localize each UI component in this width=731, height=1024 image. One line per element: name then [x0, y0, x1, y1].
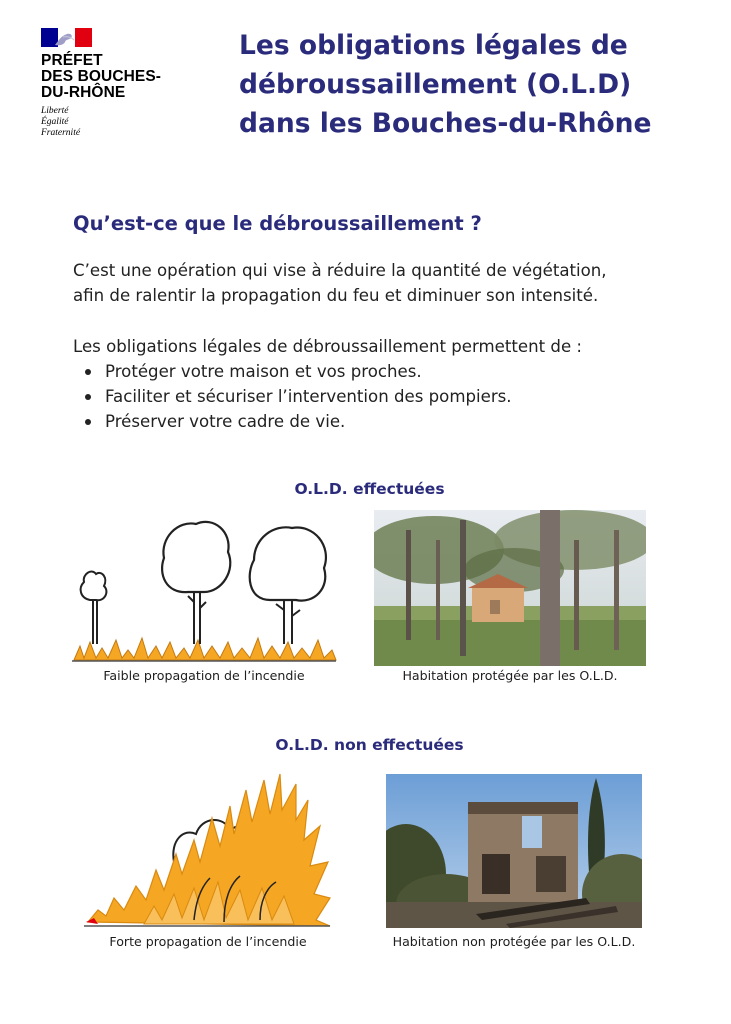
unprotected-house-caption: Habitation non protégée par les O.L.D. — [392, 934, 636, 949]
low-fire-illustration — [70, 512, 338, 664]
republic-motto — [41, 106, 201, 139]
marianne-logo-icon — [41, 28, 92, 47]
benefits-list — [73, 359, 582, 434]
page-title-line: débroussaillement (O.L.D) — [239, 69, 632, 100]
list-item: Préserver votre cadre de vie. — [73, 409, 582, 434]
list-item: Faciliter et sécuriser l’intervention des pompiers. — [73, 384, 582, 409]
done-heading: O.L.D. effectuées — [294, 480, 445, 498]
prefecture-name-line: PRÉFET — [41, 52, 103, 69]
page-title-line: Les obligations légales de — [239, 30, 628, 61]
protected-house-photo — [374, 510, 646, 666]
definition-line: C’est une opération qui vise à réduire la quantité de végétation, — [73, 261, 607, 280]
prefecture-logo — [41, 28, 201, 139]
prefecture-name-line: DES BOUCHES- — [41, 68, 162, 85]
list-item: Protéger votre maison et vos proches. — [73, 359, 582, 384]
benefits-block — [73, 334, 582, 434]
page-title — [239, 26, 719, 143]
not-done-heading: O.L.D. non effectuées — [275, 736, 464, 754]
definition-paragraph — [73, 258, 693, 308]
definition-line: afin de ralentir la propagation du feu et diminuer son intensité. — [73, 286, 599, 305]
motto-line: Fraternité — [41, 128, 81, 138]
low-fire-caption: Faible propagation de l’incendie — [103, 668, 305, 683]
motto-line: Égalité — [41, 117, 69, 127]
benefits-intro: Les obligations légales de débroussaillement permettent de : — [73, 337, 583, 356]
high-fire-caption: Forte propagation de l’incendie — [109, 934, 307, 949]
section-heading: Qu’est-ce que le débroussaillement ? — [73, 212, 482, 235]
page-title-line: dans les Bouches-du-Rhône — [239, 108, 652, 139]
protected-house-caption: Habitation protégée par les O.L.D. — [402, 668, 618, 683]
prefecture-name-line: DU-RHÔNE — [41, 84, 126, 101]
motto-line: Liberté — [41, 106, 69, 116]
high-fire-illustration — [84, 770, 332, 928]
unprotected-house-photo — [386, 774, 642, 928]
prefecture-name — [41, 53, 201, 101]
